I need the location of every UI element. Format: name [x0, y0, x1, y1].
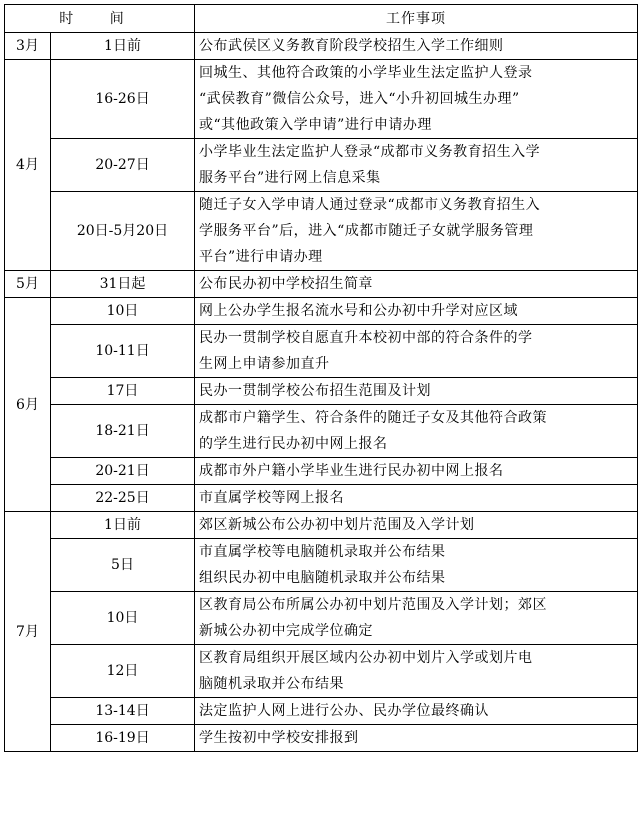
table-row [5, 645, 638, 698]
day-cell: 18-21日 [51, 405, 195, 458]
day-cell: 1日前 [51, 512, 195, 539]
month-cell: 4月 [5, 60, 51, 271]
matter-cell [195, 725, 638, 752]
matter-line: 的学生进行民办初中网上报名 [199, 436, 388, 452]
matter-line: 平台”进行申请办理 [199, 249, 323, 265]
table-row [5, 378, 638, 405]
matter-line: 公布武侯区义务教育阶段学校招生入学工作细则 [199, 38, 504, 54]
matter-cell [195, 378, 638, 405]
header-matters: 工作事项 [195, 5, 638, 33]
month-cell: 5月 [5, 271, 51, 298]
matter-line: 生网上申请参加直升 [199, 356, 330, 372]
matter-cell [195, 485, 638, 512]
day-cell: 16-19日 [51, 725, 195, 752]
day-cell: 31日起 [51, 271, 195, 298]
matter-cell [195, 192, 638, 271]
day-cell: 16-26日 [51, 60, 195, 139]
matter-line: 民办一贯制学校公布招生范围及计划 [199, 383, 432, 399]
matter-cell [195, 33, 638, 60]
matter-line: “武侯教育”微信公众号，进入“小升初回城生办理” [199, 91, 520, 107]
day-cell: 20-21日 [51, 458, 195, 485]
day-cell: 20-27日 [51, 139, 195, 192]
matter-line: 组织民办初中电脑随机录取并公布结果 [199, 570, 446, 586]
matter-line: 市直属学校等电脑随机录取并公布结果 [199, 544, 446, 560]
day-cell: 12日 [51, 645, 195, 698]
matter-line: 回城生、其他符合政策的小学毕业生法定监护人登录 [199, 65, 533, 81]
matter-line: 公布民办初中学校招生简章 [199, 276, 374, 292]
matter-cell [195, 60, 638, 139]
matter-line: 区教育局公布所属公办初中划片范围及入学计划；郊区 [199, 597, 548, 613]
table-row [5, 139, 638, 192]
month-cell: 3月 [5, 33, 51, 60]
matter-cell [195, 298, 638, 325]
matter-cell [195, 539, 638, 592]
month-cell: 7月 [5, 512, 51, 752]
matter-line: 成都市户籍学生、符合条件的随迁子女及其他符合政策 [199, 410, 548, 426]
table-row [5, 298, 638, 325]
matter-line: 区教育局组织开展区域内公办初中划片入学或划片电 [199, 650, 533, 666]
table-row [5, 60, 638, 139]
matter-line: 郊区新城公布公办初中划片范围及入学计划 [199, 517, 475, 533]
table-row [5, 192, 638, 271]
day-cell: 1日前 [51, 33, 195, 60]
day-cell: 10日 [51, 592, 195, 645]
matter-cell [195, 271, 638, 298]
table-row [5, 512, 638, 539]
day-cell: 20日-5月20日 [51, 192, 195, 271]
matter-line: 民办一贯制学校自愿直升本校初中部的符合条件的学 [199, 330, 533, 346]
matter-cell [195, 698, 638, 725]
matter-line: 服务平台”进行网上信息采集 [199, 170, 381, 186]
table-row [5, 698, 638, 725]
matter-cell [195, 405, 638, 458]
matter-line: 或“其他政策入学申请”进行申请办理 [199, 117, 432, 133]
day-cell: 17日 [51, 378, 195, 405]
schedule-table [4, 4, 638, 752]
table-row [5, 405, 638, 458]
day-cell: 10日 [51, 298, 195, 325]
matter-cell [195, 458, 638, 485]
matter-line: 成都市外户籍小学毕业生进行民办初中网上报名 [199, 463, 504, 479]
matter-line: 学生按初中学校安排报到 [199, 730, 359, 746]
matter-line: 脑随机录取并公布结果 [199, 676, 345, 692]
table-row [5, 592, 638, 645]
matter-line: 新城公办初中完成学位确定 [199, 623, 374, 639]
table-row [5, 325, 638, 378]
table-row [5, 458, 638, 485]
table-row [5, 725, 638, 752]
matter-cell [195, 592, 638, 645]
matter-cell [195, 139, 638, 192]
table-row [5, 485, 638, 512]
table-header-row [5, 5, 638, 33]
month-cell: 6月 [5, 298, 51, 512]
day-cell: 13-14日 [51, 698, 195, 725]
matter-cell [195, 325, 638, 378]
matter-line: 法定监护人网上进行公办、民办学位最终确认 [199, 703, 490, 719]
matter-cell [195, 645, 638, 698]
matter-line: 市直属学校等网上报名 [199, 490, 345, 506]
table-row [5, 539, 638, 592]
matter-cell [195, 512, 638, 539]
day-cell: 10-11日 [51, 325, 195, 378]
day-cell: 22-25日 [51, 485, 195, 512]
header-time: 时 间 [5, 5, 195, 33]
matter-line: 小学毕业生法定监护人登录“成都市义务教育招生入学 [199, 144, 541, 160]
matter-line: 学服务平台”后，进入“成都市随迁子女就学服务管理 [199, 223, 534, 239]
day-cell: 5日 [51, 539, 195, 592]
table-row [5, 271, 638, 298]
matter-line: 随迁子女入学申请人通过登录“成都市义务教育招生入 [199, 197, 541, 213]
matter-line: 网上公办学生报名流水号和公办初中升学对应区域 [199, 303, 519, 319]
table-row [5, 33, 638, 60]
